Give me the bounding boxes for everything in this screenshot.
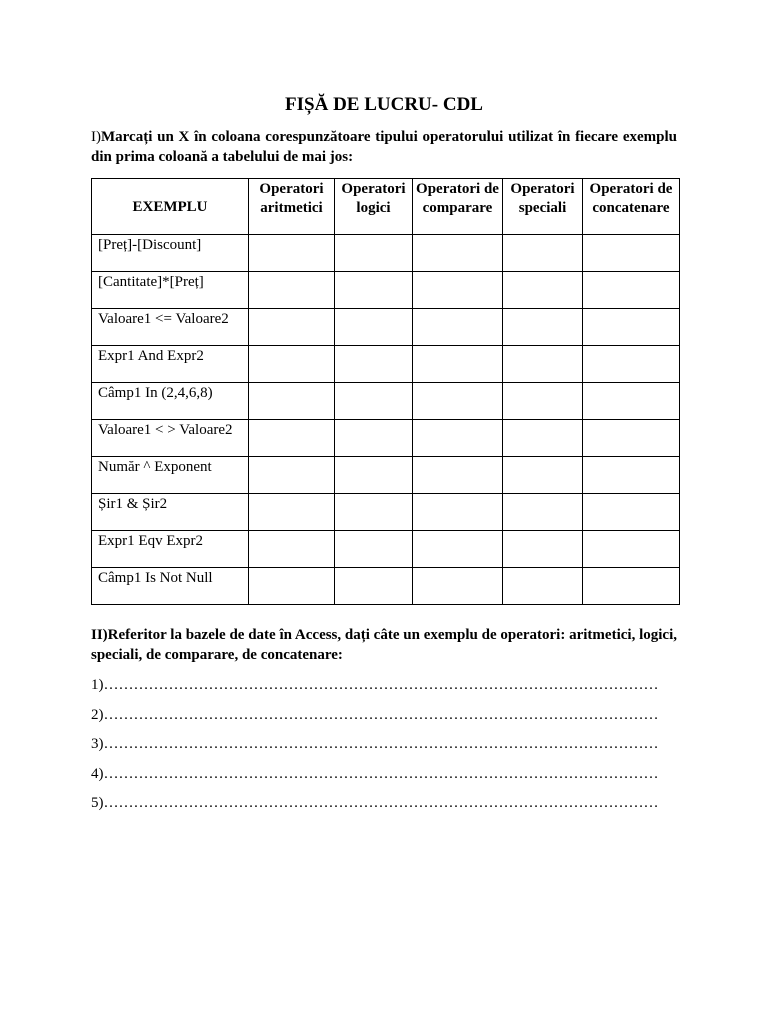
answer-line[interactable]: 5)…………………………………………………………………………………………………: [91, 795, 659, 812]
mark-cell-logici[interactable]: [335, 346, 413, 383]
answer-line[interactable]: 3)…………………………………………………………………………………………………: [91, 736, 659, 753]
mark-cell-logici[interactable]: [335, 494, 413, 531]
table-row: [92, 568, 680, 605]
mark-cell-aritmetici[interactable]: [249, 309, 335, 346]
mark-cell-speciali[interactable]: [503, 346, 583, 383]
table-row: [92, 420, 680, 457]
mark-cell-speciali[interactable]: [503, 568, 583, 605]
header-comparare: Operatori de comparare: [413, 179, 503, 235]
header-logici: Operatori logici: [335, 179, 413, 235]
mark-cell-aritmetici[interactable]: [249, 383, 335, 420]
section-1-number: I): [91, 129, 101, 145]
header-speciali: Operatori speciali: [503, 179, 583, 235]
mark-cell-comparare[interactable]: [413, 383, 503, 420]
mark-cell-logici[interactable]: [335, 568, 413, 605]
mark-cell-comparare[interactable]: [413, 235, 503, 272]
section-1-text: Marcați un X în coloana corespunzătoare tipului operatorului utilizat în fiecare exemplu din prima coloană a tabelului de mai jos:: [91, 129, 677, 165]
mark-cell-concatenare[interactable]: [583, 272, 680, 309]
mark-cell-comparare[interactable]: [413, 309, 503, 346]
example-cell: Valoare1 < > Valoare2: [92, 420, 249, 457]
mark-cell-aritmetici[interactable]: [249, 494, 335, 531]
answer-line[interactable]: 2)…………………………………………………………………………………………………: [91, 706, 659, 723]
mark-cell-aritmetici[interactable]: [249, 457, 335, 494]
example-cell: Expr1 Eqv Expr2: [92, 531, 249, 568]
example-cell: Număr ^ Exponent: [92, 457, 249, 494]
answer-lines: [91, 675, 691, 823]
example-cell: Valoare1 <= Valoare2: [92, 309, 249, 346]
example-cell: Expr1 And Expr2: [92, 346, 249, 383]
example-cell: Câmp1 Is Not Null: [92, 568, 249, 605]
mark-cell-logici[interactable]: [335, 457, 413, 494]
operators-table: [91, 178, 680, 605]
table-row: [92, 494, 680, 531]
mark-cell-concatenare[interactable]: [583, 235, 680, 272]
mark-cell-aritmetici[interactable]: [249, 346, 335, 383]
section-2-instructions: II)Referitor la bazele de date în Access, dați câte un exemplu de operatori: aritmetici, logici, speciali, de comparare, de concatenare:: [91, 627, 677, 663]
table-body: [92, 235, 680, 605]
mark-cell-comparare[interactable]: [413, 457, 503, 494]
mark-cell-comparare[interactable]: [413, 494, 503, 531]
mark-cell-logici[interactable]: [335, 420, 413, 457]
mark-cell-comparare[interactable]: [413, 531, 503, 568]
table-row: [92, 272, 680, 309]
mark-cell-aritmetici[interactable]: [249, 420, 335, 457]
header-concatenare: Operatori de concatenare: [583, 179, 680, 235]
answer-line[interactable]: 4)…………………………………………………………………………………………………: [91, 765, 659, 782]
mark-cell-speciali[interactable]: [503, 383, 583, 420]
example-cell: Câmp1 In (2,4,6,8): [92, 383, 249, 420]
mark-cell-concatenare[interactable]: [583, 309, 680, 346]
mark-cell-concatenare[interactable]: [583, 494, 680, 531]
mark-cell-concatenare[interactable]: [583, 383, 680, 420]
example-cell: Șir1 & Șir2: [92, 494, 249, 531]
mark-cell-speciali[interactable]: [503, 235, 583, 272]
table-row: [92, 457, 680, 494]
mark-cell-speciali[interactable]: [503, 420, 583, 457]
mark-cell-speciali[interactable]: [503, 531, 583, 568]
mark-cell-concatenare[interactable]: [583, 568, 680, 605]
mark-cell-aritmetici[interactable]: [249, 235, 335, 272]
table-row: [92, 309, 680, 346]
header-exemplu: EXEMPLU: [92, 179, 249, 235]
mark-cell-speciali[interactable]: [503, 309, 583, 346]
page-title: FIȘĂ DE LUCRU- CDL: [285, 94, 483, 115]
mark-cell-logici[interactable]: [335, 383, 413, 420]
example-cell: [Preț]-[Discount]: [92, 235, 249, 272]
mark-cell-comparare[interactable]: [413, 420, 503, 457]
answer-line[interactable]: 1)…………………………………………………………………………………………………: [91, 677, 659, 693]
mark-cell-aritmetici[interactable]: [249, 272, 335, 309]
table-row: [92, 531, 680, 568]
table-row: [92, 235, 680, 272]
header-aritmetici: Operatori aritmetici: [249, 179, 335, 235]
table-header-row: [92, 179, 680, 235]
mark-cell-comparare[interactable]: [413, 272, 503, 309]
mark-cell-logici[interactable]: [335, 309, 413, 346]
section-1-instructions: [91, 127, 677, 167]
mark-cell-concatenare[interactable]: [583, 457, 680, 494]
mark-cell-logici[interactable]: [335, 235, 413, 272]
mark-cell-concatenare[interactable]: [583, 531, 680, 568]
mark-cell-comparare[interactable]: [413, 346, 503, 383]
mark-cell-comparare[interactable]: [413, 568, 503, 605]
table-row: [92, 383, 680, 420]
example-cell: [Cantitate]*[Preț]: [92, 272, 249, 309]
mark-cell-aritmetici[interactable]: [249, 568, 335, 605]
mark-cell-concatenare[interactable]: [583, 420, 680, 457]
mark-cell-logici[interactable]: [335, 272, 413, 309]
mark-cell-aritmetici[interactable]: [249, 531, 335, 568]
mark-cell-speciali[interactable]: [503, 457, 583, 494]
table-row: [92, 346, 680, 383]
mark-cell-concatenare[interactable]: [583, 346, 680, 383]
mark-cell-speciali[interactable]: [503, 494, 583, 531]
mark-cell-speciali[interactable]: [503, 272, 583, 309]
mark-cell-logici[interactable]: [335, 531, 413, 568]
